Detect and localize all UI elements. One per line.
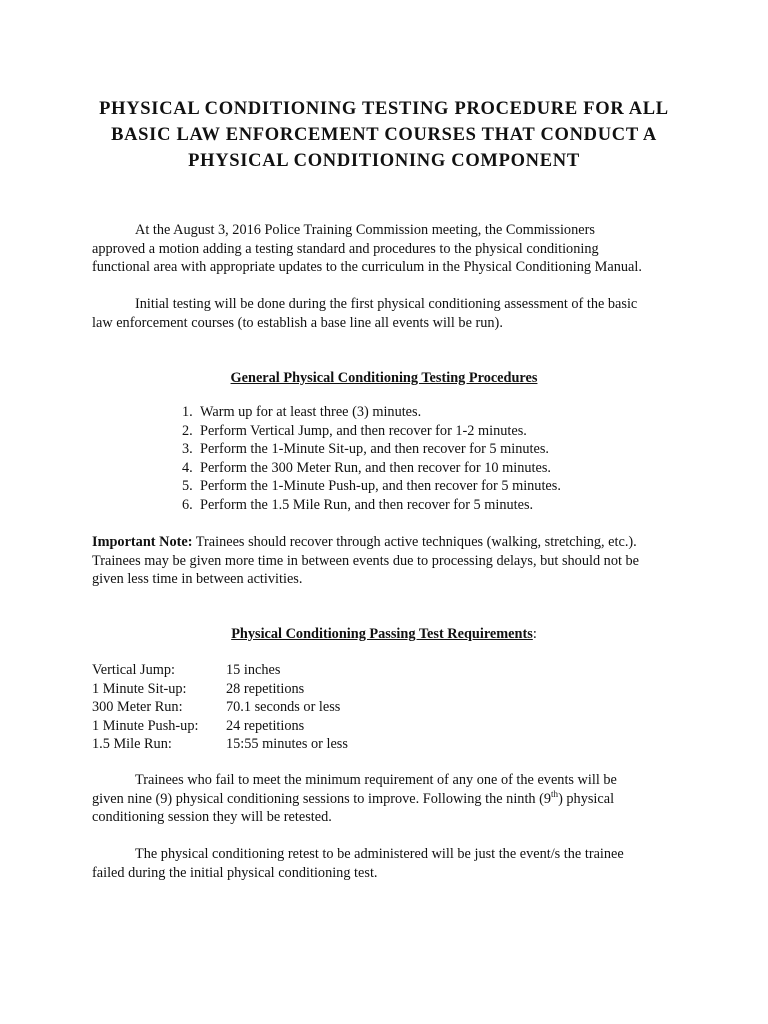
event-requirement: 70.1 seconds or less [226, 699, 341, 716]
intro-line-2: approved a motion adding a testing standard and procedures to the physical conditioning [92, 240, 599, 257]
failure-line-1: Trainees who fail to meet the minimum requirement of any one of the events will be [135, 772, 617, 788]
note-line-3: given less time in between activities. [92, 571, 303, 588]
list-item [182, 422, 561, 441]
retest-line-2: failed during the initial physical conditioning test. [92, 864, 378, 881]
note-line-2: Trainees may be given more time in between events due to processing delays, but should not be [92, 552, 640, 569]
note-label: Important Note: [92, 534, 193, 550]
requirements-table [92, 661, 348, 754]
step-number: 1. [182, 404, 193, 420]
failure-paragraph [92, 771, 692, 827]
table-row [92, 735, 348, 754]
event-name: 1 Minute Push-up: [92, 717, 199, 734]
list-item [182, 459, 561, 478]
ordinal-suffix: th [551, 788, 559, 799]
title-line-3: PHYSICAL CONDITIONING COMPONENT [188, 151, 580, 171]
requirements-heading [0, 625, 768, 643]
step-number: 5. [182, 478, 193, 495]
note-text-1: Trainees should recover through active techniques (walking, stretching, etc.). [192, 534, 637, 550]
step-text: Perform the 1-Minute Push-up, and then recover for 5 minutes. [200, 478, 561, 495]
failure-line-3: conditioning session they will be retested. [92, 809, 332, 826]
table-row [92, 698, 348, 717]
table-row [92, 717, 348, 736]
requirements-heading-colon: : [532, 626, 537, 642]
intro-line-3: functional area with appropriate updates to the curriculum in the Physical Conditioning Manual. [92, 259, 642, 276]
requirements-heading-text: Physical Conditioning Passing Test Requirements [231, 626, 533, 642]
event-name: 1 Minute Sit-up: [92, 680, 187, 697]
event-requirement: 28 repetitions [226, 680, 305, 697]
step-number: 3. [182, 441, 193, 458]
intro-paragraph [92, 221, 692, 277]
list-item [182, 440, 561, 459]
step-number: 6. [182, 496, 193, 513]
event-name: Vertical Jump: [92, 662, 175, 678]
procedures-list [182, 403, 561, 515]
table-row [92, 680, 348, 699]
table-row [92, 661, 348, 680]
initial-testing-paragraph [92, 295, 692, 332]
list-item [182, 496, 561, 515]
initial-line-1: Initial testing will be done during the first physical conditioning assessment of the basic [135, 296, 638, 312]
title-line-2: BASIC LAW ENFORCEMENT COURSES THAT CONDUCT A [111, 125, 657, 145]
list-item [182, 477, 561, 496]
initial-line-2: law enforcement courses (to establish a base line all events will be run). [92, 314, 503, 331]
event-name: 1.5 Mile Run: [92, 736, 172, 753]
failure-line-2 [92, 790, 692, 809]
step-text: Perform the 1-Minute Sit-up, and then recover for 5 minutes. [200, 441, 549, 458]
failure-text-2b: ) physical [558, 790, 615, 807]
step-text: Perform the 300 Meter Run, and then recover for 10 minutes. [200, 459, 551, 476]
title-line-1: PHYSICAL CONDITIONING TESTING PROCEDURE FOR ALL [99, 99, 669, 119]
event-name: 300 Meter Run: [92, 699, 183, 716]
event-requirement: 24 repetitions [226, 717, 305, 734]
step-text: Warm up for at least three (3) minutes. [200, 404, 422, 420]
retest-line-1: The physical conditioning retest to be administered will be just the event/s the trainee [135, 846, 624, 862]
event-requirement: 15 inches [226, 662, 281, 678]
procedures-heading-text: General Physical Conditioning Testing Procedures [230, 370, 538, 386]
step-text: Perform Vertical Jump, and then recover for 1-2 minutes. [200, 422, 527, 439]
step-number: 4. [182, 459, 193, 476]
step-text: Perform the 1.5 Mile Run, and then recover for 5 minutes. [200, 496, 534, 513]
list-item [182, 403, 561, 422]
event-requirement: 15:55 minutes or less [226, 736, 348, 753]
note-line-1 [92, 533, 692, 552]
step-number: 2. [182, 422, 193, 439]
document-title [60, 96, 708, 174]
failure-text-2a: given nine (9) physical conditioning sessions to improve. Following the ninth (9 [92, 790, 552, 807]
retest-paragraph [92, 845, 692, 882]
important-note-paragraph [92, 533, 692, 589]
intro-line-1: At the August 3, 2016 Police Training Commission meeting, the Commissioners [135, 222, 595, 238]
procedures-heading [0, 369, 768, 387]
